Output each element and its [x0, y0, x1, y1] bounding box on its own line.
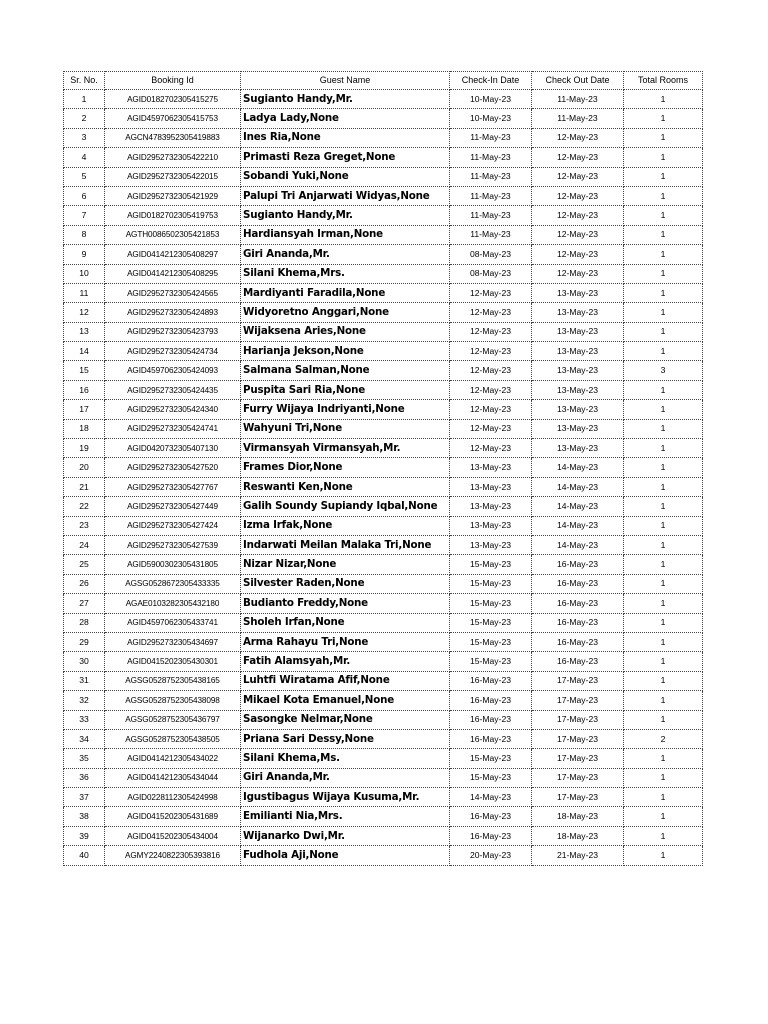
cell-sr-no: 7: [64, 206, 105, 225]
cell-booking-id: AGTH0086502305421853: [105, 225, 241, 244]
table-row: [64, 574, 703, 593]
cell-check-out-date: 16-May-23: [532, 613, 624, 632]
cell-check-in-date: 12-May-23: [450, 342, 532, 361]
cell-total-rooms: 1: [624, 516, 703, 535]
cell-guest-name: Furry Wijaya Indriyanti,None: [241, 400, 450, 419]
cell-total-rooms: 1: [624, 109, 703, 128]
cell-guest-name: Silvester Raden,None: [241, 574, 450, 593]
cell-guest-name: Mikael Kota Emanuel,None: [241, 691, 450, 710]
cell-guest-name: Giri Ananda,Mr.: [241, 245, 450, 264]
cell-booking-id: AGID2952732305424435: [105, 380, 241, 399]
cell-total-rooms: 1: [624, 225, 703, 244]
cell-check-in-date: 15-May-23: [450, 555, 532, 574]
cell-check-in-date: 15-May-23: [450, 749, 532, 768]
cell-guest-name: Sugianto Handy,Mr.: [241, 206, 450, 225]
cell-guest-name: Indarwati Meilan Malaka Tri,None: [241, 535, 450, 554]
table-row: [64, 768, 703, 787]
cell-total-rooms: 1: [624, 477, 703, 496]
cell-sr-no: 29: [64, 632, 105, 651]
cell-guest-name: Izma Irfak,None: [241, 516, 450, 535]
table-row: [64, 613, 703, 632]
cell-check-out-date: 16-May-23: [532, 574, 624, 593]
cell-booking-id: AGID2952732305423793: [105, 322, 241, 341]
cell-booking-id: AGAE0103282305432180: [105, 594, 241, 613]
cell-check-in-date: 11-May-23: [450, 186, 532, 205]
table-row: [64, 148, 703, 167]
cell-booking-id: AGID2952732305427424: [105, 516, 241, 535]
cell-guest-name: Luhtfi Wiratama Afif,None: [241, 671, 450, 690]
cell-check-out-date: 21-May-23: [532, 846, 624, 865]
cell-sr-no: 20: [64, 458, 105, 477]
table-row: [64, 303, 703, 322]
cell-total-rooms: 1: [624, 400, 703, 419]
cell-check-in-date: 15-May-23: [450, 652, 532, 671]
table-row: [64, 846, 703, 865]
cell-check-in-date: 12-May-23: [450, 439, 532, 458]
cell-check-out-date: 12-May-23: [532, 186, 624, 205]
table-row: [64, 632, 703, 651]
cell-total-rooms: 1: [624, 206, 703, 225]
table-row: [64, 749, 703, 768]
cell-sr-no: 3: [64, 128, 105, 147]
cell-guest-name: Primasti Reza Greget,None: [241, 148, 450, 167]
table-row: [64, 322, 703, 341]
cell-booking-id: AGID2952732305421929: [105, 186, 241, 205]
table-row: [64, 729, 703, 748]
cell-check-in-date: 12-May-23: [450, 283, 532, 302]
header-total-rooms: Total Rooms: [624, 72, 703, 90]
cell-check-in-date: 15-May-23: [450, 768, 532, 787]
cell-total-rooms: 1: [624, 749, 703, 768]
table-row: [64, 283, 703, 302]
cell-guest-name: Arma Rahayu Tri,None: [241, 632, 450, 651]
cell-check-out-date: 16-May-23: [532, 594, 624, 613]
cell-sr-no: 11: [64, 283, 105, 302]
cell-sr-no: 36: [64, 768, 105, 787]
cell-total-rooms: 1: [624, 826, 703, 845]
cell-total-rooms: 1: [624, 497, 703, 516]
cell-check-in-date: 16-May-23: [450, 807, 532, 826]
cell-check-in-date: 13-May-23: [450, 477, 532, 496]
cell-check-in-date: 11-May-23: [450, 167, 532, 186]
cell-check-out-date: 13-May-23: [532, 361, 624, 380]
cell-sr-no: 10: [64, 264, 105, 283]
table-row: [64, 671, 703, 690]
cell-total-rooms: 1: [624, 439, 703, 458]
table-row: [64, 691, 703, 710]
cell-check-in-date: 14-May-23: [450, 788, 532, 807]
cell-check-in-date: 20-May-23: [450, 846, 532, 865]
cell-total-rooms: 1: [624, 380, 703, 399]
cell-total-rooms: 1: [624, 574, 703, 593]
cell-guest-name: Fudhola Aji,None: [241, 846, 450, 865]
cell-total-rooms: 1: [624, 342, 703, 361]
cell-guest-name: Silani Khema,Ms.: [241, 749, 450, 768]
table-row: [64, 90, 703, 109]
cell-check-in-date: 15-May-23: [450, 613, 532, 632]
cell-check-out-date: 13-May-23: [532, 380, 624, 399]
cell-check-out-date: 13-May-23: [532, 303, 624, 322]
cell-booking-id: AGID2952732305427539: [105, 535, 241, 554]
cell-sr-no: 12: [64, 303, 105, 322]
cell-check-out-date: 12-May-23: [532, 128, 624, 147]
cell-guest-name: Nizar Nizar,None: [241, 555, 450, 574]
cell-sr-no: 25: [64, 555, 105, 574]
cell-booking-id: AGID2952732305424741: [105, 419, 241, 438]
cell-check-out-date: 12-May-23: [532, 264, 624, 283]
cell-check-out-date: 13-May-23: [532, 439, 624, 458]
table-row: [64, 788, 703, 807]
cell-check-out-date: 12-May-23: [532, 225, 624, 244]
cell-check-in-date: 10-May-23: [450, 90, 532, 109]
cell-sr-no: 37: [64, 788, 105, 807]
cell-total-rooms: 1: [624, 691, 703, 710]
cell-check-out-date: 17-May-23: [532, 691, 624, 710]
cell-total-rooms: 1: [624, 632, 703, 651]
cell-booking-id: AGID0414212305434044: [105, 768, 241, 787]
table-row: [64, 826, 703, 845]
cell-total-rooms: 1: [624, 128, 703, 147]
cell-sr-no: 33: [64, 710, 105, 729]
cell-booking-id: AGID4597062305424093: [105, 361, 241, 380]
cell-booking-id: AGID0182702305419753: [105, 206, 241, 225]
table-row: [64, 535, 703, 554]
cell-total-rooms: 1: [624, 768, 703, 787]
cell-guest-name: Hardiansyah Irman,None: [241, 225, 450, 244]
cell-booking-id: AGID2952732305422210: [105, 148, 241, 167]
cell-total-rooms: 1: [624, 535, 703, 554]
cell-guest-name: Harianja Jekson,None: [241, 342, 450, 361]
cell-sr-no: 4: [64, 148, 105, 167]
cell-sr-no: 18: [64, 419, 105, 438]
cell-sr-no: 8: [64, 225, 105, 244]
cell-check-out-date: 12-May-23: [532, 148, 624, 167]
cell-booking-id: AGCN4783952305419883: [105, 128, 241, 147]
cell-booking-id: AGID2952732305424565: [105, 283, 241, 302]
cell-sr-no: 24: [64, 535, 105, 554]
cell-check-in-date: 16-May-23: [450, 729, 532, 748]
cell-check-in-date: 13-May-23: [450, 497, 532, 516]
table-row: [64, 439, 703, 458]
cell-check-in-date: 16-May-23: [450, 691, 532, 710]
cell-total-rooms: 1: [624, 458, 703, 477]
cell-guest-name: Wijanarko Dwi,Mr.: [241, 826, 450, 845]
header-check-out-date: Check Out Date: [532, 72, 624, 90]
cell-check-out-date: 11-May-23: [532, 90, 624, 109]
cell-booking-id: AGID2952732305424734: [105, 342, 241, 361]
cell-check-out-date: 13-May-23: [532, 322, 624, 341]
cell-check-out-date: 11-May-23: [532, 109, 624, 128]
cell-check-out-date: 14-May-23: [532, 477, 624, 496]
cell-booking-id: AGID4597062305433741: [105, 613, 241, 632]
cell-guest-name: Palupi Tri Anjarwati Widyas,None: [241, 186, 450, 205]
cell-check-out-date: 17-May-23: [532, 671, 624, 690]
cell-sr-no: 32: [64, 691, 105, 710]
cell-check-out-date: 12-May-23: [532, 206, 624, 225]
cell-check-in-date: 11-May-23: [450, 148, 532, 167]
cell-check-in-date: 10-May-23: [450, 109, 532, 128]
cell-sr-no: 21: [64, 477, 105, 496]
cell-booking-id: AGID0415202305431689: [105, 807, 241, 826]
cell-total-rooms: 2: [624, 729, 703, 748]
cell-total-rooms: 1: [624, 594, 703, 613]
cell-check-out-date: 18-May-23: [532, 826, 624, 845]
cell-guest-name: Igustibagus Wijaya Kusuma,Mr.: [241, 788, 450, 807]
cell-booking-id: AGSG0528752305438098: [105, 691, 241, 710]
cell-sr-no: 38: [64, 807, 105, 826]
cell-total-rooms: 1: [624, 303, 703, 322]
table-row: [64, 245, 703, 264]
cell-check-out-date: 13-May-23: [532, 342, 624, 361]
cell-booking-id: AGID2952732305427520: [105, 458, 241, 477]
cell-check-out-date: 16-May-23: [532, 555, 624, 574]
table-row: [64, 167, 703, 186]
cell-sr-no: 34: [64, 729, 105, 748]
cell-booking-id: AGID0415202305430301: [105, 652, 241, 671]
cell-check-in-date: 16-May-23: [450, 671, 532, 690]
cell-guest-name: Giri Ananda,Mr.: [241, 768, 450, 787]
cell-check-in-date: 12-May-23: [450, 419, 532, 438]
cell-booking-id: AGSG0528752305438165: [105, 671, 241, 690]
cell-total-rooms: 1: [624, 264, 703, 283]
cell-check-in-date: 13-May-23: [450, 458, 532, 477]
table-row: [64, 419, 703, 438]
cell-total-rooms: 1: [624, 322, 703, 341]
cell-check-in-date: 08-May-23: [450, 264, 532, 283]
table-row: [64, 497, 703, 516]
cell-check-out-date: 17-May-23: [532, 768, 624, 787]
cell-sr-no: 28: [64, 613, 105, 632]
cell-total-rooms: 1: [624, 788, 703, 807]
cell-sr-no: 22: [64, 497, 105, 516]
cell-check-in-date: 11-May-23: [450, 128, 532, 147]
cell-check-out-date: 16-May-23: [532, 652, 624, 671]
cell-guest-name: Frames Dior,None: [241, 458, 450, 477]
cell-check-out-date: 14-May-23: [532, 497, 624, 516]
cell-check-out-date: 16-May-23: [532, 632, 624, 651]
cell-check-in-date: 13-May-23: [450, 516, 532, 535]
cell-check-out-date: 14-May-23: [532, 458, 624, 477]
cell-check-out-date: 13-May-23: [532, 283, 624, 302]
cell-booking-id: AGID0415202305434004: [105, 826, 241, 845]
table-row: [64, 594, 703, 613]
cell-total-rooms: 1: [624, 555, 703, 574]
cell-total-rooms: 1: [624, 710, 703, 729]
cell-total-rooms: 1: [624, 846, 703, 865]
cell-guest-name: Wijaksena Aries,None: [241, 322, 450, 341]
cell-booking-id: AGID5900302305431805: [105, 555, 241, 574]
cell-check-in-date: 12-May-23: [450, 361, 532, 380]
cell-booking-id: AGID0420732305407130: [105, 439, 241, 458]
cell-sr-no: 5: [64, 167, 105, 186]
cell-total-rooms: 1: [624, 148, 703, 167]
cell-guest-name: Ines Ria,None: [241, 128, 450, 147]
cell-check-in-date: 12-May-23: [450, 380, 532, 399]
cell-sr-no: 9: [64, 245, 105, 264]
cell-total-rooms: 1: [624, 90, 703, 109]
cell-guest-name: Sobandi Yuki,None: [241, 167, 450, 186]
header-row: [64, 72, 703, 90]
cell-booking-id: AGSG0528752305438505: [105, 729, 241, 748]
cell-total-rooms: 1: [624, 419, 703, 438]
cell-guest-name: Galih Soundy Supiandy Iqbal,None: [241, 497, 450, 516]
cell-check-in-date: 15-May-23: [450, 632, 532, 651]
cell-guest-name: Emilianti Nia,Mrs.: [241, 807, 450, 826]
cell-sr-no: 2: [64, 109, 105, 128]
cell-check-in-date: 11-May-23: [450, 206, 532, 225]
cell-guest-name: Wahyuni Tri,None: [241, 419, 450, 438]
cell-sr-no: 16: [64, 380, 105, 399]
cell-total-rooms: 1: [624, 613, 703, 632]
cell-sr-no: 40: [64, 846, 105, 865]
cell-sr-no: 6: [64, 186, 105, 205]
table-row: [64, 206, 703, 225]
cell-check-out-date: 17-May-23: [532, 710, 624, 729]
cell-total-rooms: 1: [624, 807, 703, 826]
cell-guest-name: Mardiyanti Faradila,None: [241, 283, 450, 302]
cell-sr-no: 35: [64, 749, 105, 768]
header-sr-no: Sr. No.: [64, 72, 105, 90]
cell-total-rooms: 1: [624, 245, 703, 264]
cell-booking-id: AGID2952732305427449: [105, 497, 241, 516]
cell-check-out-date: 17-May-23: [532, 729, 624, 748]
cell-guest-name: Puspita Sari Ria,None: [241, 380, 450, 399]
header-check-in-date: Check-In Date: [450, 72, 532, 90]
table-row: [64, 361, 703, 380]
bookings-table: [63, 71, 703, 866]
table-row: [64, 380, 703, 399]
table-row: [64, 477, 703, 496]
cell-total-rooms: 1: [624, 652, 703, 671]
table-row: [64, 342, 703, 361]
cell-guest-name: Sasongke Nelmar,None: [241, 710, 450, 729]
cell-check-in-date: 16-May-23: [450, 826, 532, 845]
cell-check-out-date: 13-May-23: [532, 419, 624, 438]
table-row: [64, 458, 703, 477]
table-row: [64, 555, 703, 574]
cell-check-in-date: 16-May-23: [450, 710, 532, 729]
cell-total-rooms: 1: [624, 186, 703, 205]
table-row: [64, 109, 703, 128]
cell-booking-id: AGID0228112305424998: [105, 788, 241, 807]
cell-check-in-date: 11-May-23: [450, 225, 532, 244]
cell-check-out-date: 17-May-23: [532, 749, 624, 768]
cell-guest-name: Ladya Lady,None: [241, 109, 450, 128]
cell-check-out-date: 12-May-23: [532, 245, 624, 264]
cell-sr-no: 15: [64, 361, 105, 380]
cell-total-rooms: 1: [624, 671, 703, 690]
cell-sr-no: 1: [64, 90, 105, 109]
cell-sr-no: 31: [64, 671, 105, 690]
table-row: [64, 128, 703, 147]
cell-sr-no: 17: [64, 400, 105, 419]
table-row: [64, 516, 703, 535]
cell-guest-name: Silani Khema,Mrs.: [241, 264, 450, 283]
cell-sr-no: 13: [64, 322, 105, 341]
cell-booking-id: AGSG0528672305433335: [105, 574, 241, 593]
cell-total-rooms: 1: [624, 167, 703, 186]
cell-sr-no: 39: [64, 826, 105, 845]
cell-sr-no: 19: [64, 439, 105, 458]
cell-check-in-date: 12-May-23: [450, 322, 532, 341]
cell-booking-id: AGID2952732305424893: [105, 303, 241, 322]
table-body: [64, 90, 703, 866]
cell-check-out-date: 14-May-23: [532, 516, 624, 535]
cell-booking-id: AGID0414212305408295: [105, 264, 241, 283]
table-row: [64, 400, 703, 419]
cell-booking-id: AGID0414212305408297: [105, 245, 241, 264]
cell-check-in-date: 15-May-23: [450, 574, 532, 593]
table-row: [64, 186, 703, 205]
cell-check-out-date: 13-May-23: [532, 400, 624, 419]
cell-sr-no: 30: [64, 652, 105, 671]
cell-check-out-date: 18-May-23: [532, 807, 624, 826]
cell-sr-no: 27: [64, 594, 105, 613]
cell-total-rooms: 3: [624, 361, 703, 380]
cell-total-rooms: 1: [624, 283, 703, 302]
cell-booking-id: AGID0414212305434022: [105, 749, 241, 768]
cell-sr-no: 23: [64, 516, 105, 535]
cell-booking-id: AGID2952732305422015: [105, 167, 241, 186]
cell-guest-name: Priana Sari Dessy,None: [241, 729, 450, 748]
cell-booking-id: AGID0182702305415275: [105, 90, 241, 109]
table-row: [64, 264, 703, 283]
header-booking-id: Booking Id: [105, 72, 241, 90]
cell-check-in-date: 12-May-23: [450, 303, 532, 322]
cell-sr-no: 14: [64, 342, 105, 361]
table-row: [64, 807, 703, 826]
header-guest-name: Guest Name: [241, 72, 450, 90]
cell-check-in-date: 13-May-23: [450, 535, 532, 554]
cell-guest-name: Sugianto Handy,Mr.: [241, 90, 450, 109]
cell-check-in-date: 08-May-23: [450, 245, 532, 264]
cell-guest-name: Virmansyah Virmansyah,Mr.: [241, 439, 450, 458]
cell-booking-id: AGSG0528752305436797: [105, 710, 241, 729]
cell-booking-id: AGMY2240822305393816: [105, 846, 241, 865]
cell-guest-name: Fatih Alamsyah,Mr.: [241, 652, 450, 671]
cell-guest-name: Widyoretno Anggari,None: [241, 303, 450, 322]
cell-check-in-date: 12-May-23: [450, 400, 532, 419]
cell-guest-name: Salmana Salman,None: [241, 361, 450, 380]
cell-guest-name: Budianto Freddy,None: [241, 594, 450, 613]
cell-booking-id: AGID2952732305424340: [105, 400, 241, 419]
table-row: [64, 652, 703, 671]
table-row: [64, 225, 703, 244]
cell-check-out-date: 12-May-23: [532, 167, 624, 186]
cell-booking-id: AGID2952732305434697: [105, 632, 241, 651]
cell-check-out-date: 14-May-23: [532, 535, 624, 554]
cell-check-in-date: 15-May-23: [450, 594, 532, 613]
cell-guest-name: Reswanti Ken,None: [241, 477, 450, 496]
cell-check-out-date: 17-May-23: [532, 788, 624, 807]
cell-booking-id: AGID2952732305427767: [105, 477, 241, 496]
cell-booking-id: AGID4597062305415753: [105, 109, 241, 128]
cell-guest-name: Sholeh Irfan,None: [241, 613, 450, 632]
cell-sr-no: 26: [64, 574, 105, 593]
table-row: [64, 710, 703, 729]
